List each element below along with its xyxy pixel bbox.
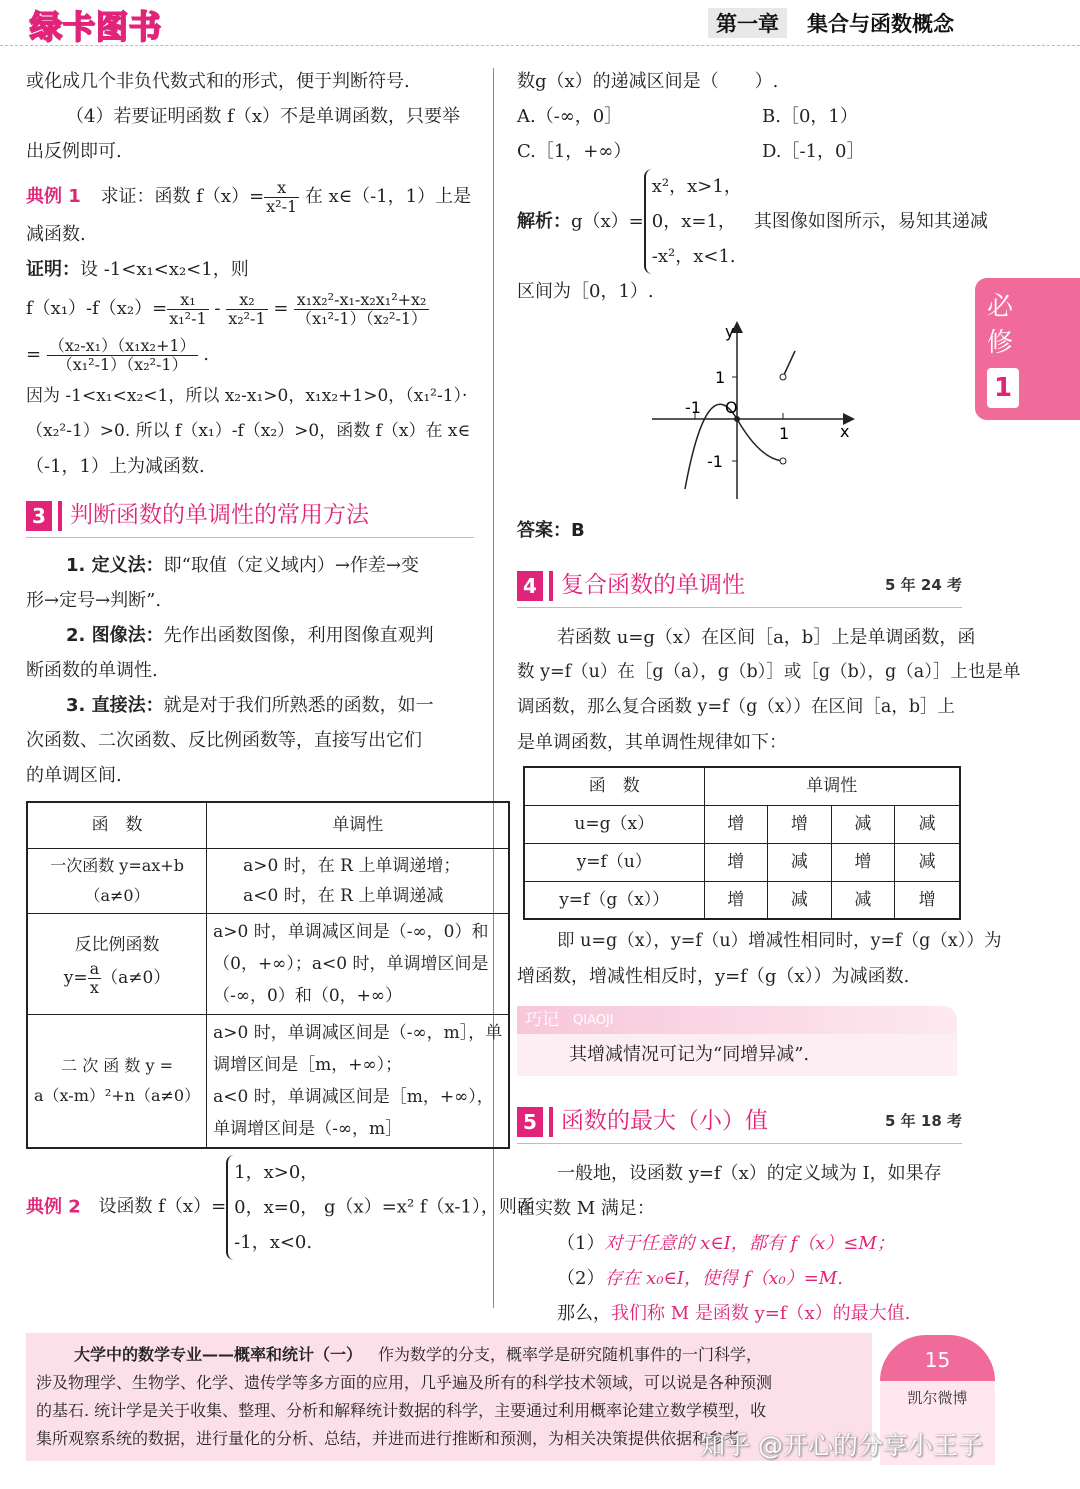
- cell-line: a（x-m）²+n（a≠0）: [34, 1085, 201, 1105]
- condition-2: [517, 1261, 962, 1296]
- cell-line: a>0 时，在 R 上单调递增；: [243, 855, 461, 876]
- footer-text: 作为数学的分支，概率学是研究随机事件的一门科学，: [378, 1345, 763, 1364]
- chapter-heading: [708, 8, 954, 38]
- origin-label: O: [725, 398, 738, 417]
- denominator: x²-1: [266, 196, 298, 216]
- cell-line: 二 次 函 数 y =: [61, 1055, 173, 1075]
- method-text: 的单调区间.: [26, 765, 122, 786]
- open-point: [780, 458, 786, 464]
- section-number: 5: [517, 1107, 543, 1137]
- conclusion-highlight: 我们称 M 是函数 y=f（x）的最大值.: [611, 1303, 911, 1324]
- example-2: [26, 1155, 535, 1260]
- method-text: 即“取值（定义域内）→作差→变: [163, 555, 420, 576]
- solution-label: 解析：: [517, 211, 571, 232]
- method-text: 次函数、二次函数、反比例函数等，直接写出它们: [26, 730, 422, 751]
- cell-line: （0，+∞）；a<0 时，单调增区间是: [213, 953, 489, 974]
- paragraph: 数 y=f（u）在［g（a），g（b）］或［g（b），g（a）］上也是单: [517, 662, 1021, 682]
- cell-line: （-∞，0）和（0，+∞）: [213, 985, 403, 1006]
- open-point: [780, 374, 786, 380]
- example-label: 典例 1: [26, 186, 81, 207]
- table-cell: y=f（u）: [524, 843, 704, 881]
- numerator: x: [264, 179, 299, 198]
- condition-text: 对于任意的 x∈I，都有 f（x）≤M；: [604, 1233, 895, 1254]
- method-label: 2. 图像法：: [66, 625, 164, 646]
- side-tab-number: 1: [987, 368, 1019, 408]
- paragraph: 增函数，增减性相反时，y=f（g（x））为减函数.: [517, 966, 910, 987]
- section-bar: [549, 571, 553, 601]
- table-row: [27, 913, 509, 1014]
- numerator: x₁x₂²-x₁-x₂x₁²+x₂: [294, 291, 429, 310]
- table-row: [524, 881, 960, 919]
- conclusion-text: 那么，: [557, 1303, 611, 1324]
- table-cell: 减: [831, 805, 895, 843]
- curve-x-squared: [783, 351, 795, 377]
- cell-line: a<0 时，单调减区间是［m，+∞），: [213, 1086, 494, 1107]
- table-header: 函 数: [27, 802, 207, 848]
- proof-line: [26, 252, 474, 287]
- piece-case: -x²，x<1.: [651, 246, 736, 267]
- equation-lhs: f（x₁）-f（x₂）=: [26, 298, 168, 319]
- page-number: 15: [880, 1335, 995, 1381]
- table-row: [27, 848, 509, 913]
- method-text: 先作出函数图像，利用图像直观判: [163, 625, 434, 646]
- options-row: [517, 99, 962, 134]
- y-tick-label: -1: [707, 452, 723, 471]
- table-cell: 增: [704, 881, 768, 919]
- footer-line: 涉及物理学、生物学、化学、遗传学等多方面的应用，几乎遍及所有的科学技术领域，可以说是各种预测: [36, 1373, 773, 1392]
- memory-tip-label-en: QIAOJI: [573, 1012, 614, 1028]
- footer-title: 大学中的数学专业——概率和统计（一）: [74, 1345, 363, 1364]
- fraction: [294, 291, 429, 328]
- piecewise-brace: [226, 1155, 318, 1260]
- cell-line: 反比例函数: [74, 935, 160, 955]
- memory-tip-text: 其增减情况可记为“同增异减”.: [517, 1034, 957, 1076]
- piecewise-brace: [644, 169, 742, 274]
- paragraph: 若函数 u=g（x）在区间［a，b］上是单调函数，函: [557, 627, 976, 648]
- paragraph: 在实数 M 满足：: [517, 1198, 655, 1219]
- curve-neg-x-squared: [685, 404, 783, 489]
- table-row: [524, 805, 960, 843]
- table-cell: y=f（g（x））: [524, 881, 704, 919]
- left-column: [26, 64, 535, 1260]
- example-1: [26, 177, 474, 217]
- exam-count: 5 年 24 考: [885, 576, 962, 594]
- table-cell: [207, 913, 510, 1014]
- table-cell: [27, 913, 207, 1014]
- section-bar: [58, 501, 62, 531]
- cell-line: 单调增区间是（-∞，m］: [213, 1118, 403, 1139]
- section-bar: [549, 1107, 553, 1137]
- table-cell: 增: [895, 881, 960, 919]
- chapter-title: 集合与函数概念: [807, 12, 954, 36]
- brand-logo: 绿卡图书: [30, 8, 163, 46]
- proof-text: 因为 -1<x₁<x₂<1，所以 x₂-x₁>0，x₁x₂+1>0，（x₁²-1）·: [26, 386, 468, 406]
- solution-text: 其图像如图所示，易知其递减: [753, 211, 988, 232]
- cell-line: a>0 时，单调减区间是（-∞，m］，单: [213, 1022, 503, 1043]
- question-text: 数g（x）的递减区间是（ ）.: [517, 71, 779, 92]
- denominator: （x₁²-1）（x₂²-1）: [56, 354, 188, 374]
- table-cell: [207, 1014, 510, 1148]
- denominator: x₁²-1: [169, 308, 207, 328]
- volume-side-tab: [975, 278, 1080, 420]
- denominator: （x₁²-1）（x₂²-1）: [296, 308, 428, 328]
- method-text: 形→定号→判断”.: [26, 590, 162, 611]
- memory-tip-header: [517, 1006, 957, 1034]
- solution: [517, 169, 988, 274]
- table-cell: u=g（x）: [524, 805, 704, 843]
- fraction: [88, 960, 102, 997]
- proof-label: 证明：: [26, 259, 80, 280]
- table-cell: 减: [895, 843, 960, 881]
- option-a: A.（-∞，0］: [517, 106, 623, 127]
- footer-line: 的基石. 统计学是关于收集、整理、分析和解释统计数据的科学，主要通过利用概率论建立数学模型，收: [36, 1401, 767, 1420]
- method-text: 就是对于我们所熟悉的函数，如一: [163, 695, 434, 716]
- numerator: a: [89, 959, 100, 978]
- method-3: [26, 688, 474, 723]
- table-header: 单调性: [207, 802, 510, 848]
- cell-text: y=: [63, 968, 88, 988]
- fraction: [47, 337, 198, 374]
- paragraph: 出反例即可.: [26, 141, 122, 162]
- memory-tip-label: 巧记: [525, 1009, 559, 1030]
- paragraph: 调函数，那么复合函数 y=f（g（x））在区间［a，b］上: [517, 697, 956, 717]
- solution-text: 区间为［0，1）.: [517, 281, 654, 302]
- cell-line: a>0 时，单调减区间是（-∞，0）和: [213, 921, 489, 942]
- watermark: 知乎 @开心的分享小王子: [700, 1431, 983, 1460]
- table-row: [524, 843, 960, 881]
- numerator: x₁: [167, 291, 208, 310]
- example-text: 求证：函数 f（x）=: [100, 186, 265, 207]
- footer-line: [36, 1341, 862, 1369]
- example-text: 在 x∈（-1，1）上是: [304, 186, 472, 207]
- right-column: [517, 64, 1021, 1331]
- paragraph: 或化成几个非负代数式和的形式，便于判断符号.: [26, 71, 410, 92]
- cell-text: （a≠0）: [101, 968, 171, 988]
- option-d: D.［-1，0］: [762, 141, 865, 162]
- y-axis-label: y: [725, 322, 735, 341]
- table-cell: [27, 1014, 207, 1148]
- monotonicity-table: [26, 801, 510, 1149]
- section-number: 3: [26, 501, 52, 531]
- section-title: 复合函数的单调性: [561, 572, 745, 598]
- page-brand: 凯尔微博: [907, 1389, 968, 1407]
- cell-line: 一次函数 y=ax+b: [50, 855, 184, 875]
- conclusion: [517, 1296, 962, 1331]
- cell-line: 调增区间是［m，+∞）；: [213, 1054, 403, 1075]
- exam-count: 5 年 18 考: [885, 1112, 962, 1130]
- table-cell: 减: [831, 881, 895, 919]
- side-tab-line1: 必: [987, 292, 1014, 322]
- piece-case: 1，x>0，: [234, 1161, 319, 1183]
- table-cell: 减: [895, 805, 960, 843]
- cell-line: （a≠0）: [84, 885, 150, 905]
- table-cell: [27, 848, 207, 913]
- paragraph: （4）若要证明函数 f（x）不是单调函数，只要举: [66, 106, 460, 127]
- paragraph: 即 u=g（x），y=f（u）增减性相同时，y=f（g（x））为: [557, 931, 1002, 951]
- example-label: 典例 2: [26, 1196, 81, 1217]
- table-cell: [207, 848, 510, 913]
- memory-tip-box: [517, 1006, 957, 1076]
- option-b: B.［0，1）: [762, 106, 858, 127]
- proof-text: （-1，1）上为减函数.: [26, 456, 205, 477]
- numerator: （x₂-x₁）（x₁x₂+1）: [48, 335, 196, 355]
- proof-equation: = $\frac{\text{（x₂-x₁）（x₁x₂+1）}}{\text{（x₁²-1）（x₂²-1）}}$ .: [26, 335, 210, 374]
- table-cell: 增: [831, 843, 895, 881]
- piece-case: -1，x<0.: [234, 1231, 313, 1253]
- page-header: [0, 0, 1080, 46]
- cell-line: a<0 时，在 R 上单调递减: [243, 885, 444, 906]
- table-cell: 增: [704, 843, 768, 881]
- chapter-number: 第一章: [708, 8, 787, 38]
- piece-case: x²，x>1，: [651, 176, 742, 197]
- x-tick-label: 1: [779, 424, 790, 443]
- piecewise-cases: [644, 169, 742, 274]
- proof-equation: f（x₁）-f（x₂）= $\frac{\text{x₁}}{\text{x₁²-1}}$ - $\frac{\text{x₂}}{\text{x₂²-1}}$ = $\frac{\text{x₁x₂²-x₁-x₂x₁²+x₂}}{\text{（x₁²-1）（x₂²-1）}}$: [26, 289, 428, 328]
- x-tick-label: -1: [685, 398, 701, 417]
- condition-number: （2）: [557, 1268, 605, 1289]
- method-1: [26, 548, 474, 583]
- paragraph: 减函数.: [26, 224, 86, 245]
- paragraph: 一般地，设函数 y=f（x）的定义域为 I，如果存: [557, 1163, 942, 1184]
- method-label: 1. 定义法：: [66, 555, 164, 576]
- solution-text: g（x）=: [571, 211, 644, 232]
- paragraph: 是单调函数，其单调性规律如下：: [517, 732, 787, 753]
- cell-line: [34, 960, 200, 997]
- section-title: 函数的最大（小）值: [561, 1108, 768, 1134]
- composite-table: [523, 766, 961, 920]
- example-text: 设函数 f（x）=: [98, 1196, 227, 1217]
- method-text: 断函数的单调性.: [26, 660, 158, 681]
- option-c: C.［1，+∞）: [517, 141, 632, 162]
- example-text: g（x）=x² f（x-1），则函: [324, 1196, 535, 1217]
- section-3-heading: [26, 494, 474, 538]
- piece-case: 0，x=1，: [651, 211, 736, 232]
- fraction: [167, 291, 208, 328]
- condition-1: [517, 1226, 962, 1261]
- table-header: 单调性: [704, 767, 960, 805]
- x-axis-label: x: [840, 422, 850, 441]
- section-5-heading: [517, 1100, 962, 1144]
- fraction: [264, 179, 299, 216]
- piecewise-cases: [226, 1155, 318, 1260]
- denominator: x: [89, 978, 99, 997]
- proof-text: 设 -1<x₁<x₂<1，则: [80, 259, 249, 280]
- options-row: [517, 134, 962, 169]
- function-graph: [517, 309, 962, 509]
- fraction: [226, 291, 267, 328]
- denominator: x₂²-1: [228, 308, 266, 328]
- y-tick-label: 1: [715, 368, 726, 387]
- answer: 答案：B: [517, 520, 585, 541]
- section-number: 4: [517, 571, 543, 601]
- method-label: 3. 直接法：: [66, 695, 164, 716]
- table-cell: 增: [704, 805, 768, 843]
- section-title: 判断函数的单调性的常用方法: [70, 502, 369, 528]
- table-cell: 增: [768, 805, 832, 843]
- piece-case: 0，x=0，: [234, 1196, 319, 1218]
- condition-text: 存在 x₀∈I，使得 f（x₀）=M.: [604, 1268, 843, 1289]
- section-4-heading: [517, 564, 962, 608]
- proof-text: （x₂²-1）>0. 所以 f（x₁）-f（x₂）>0，函数 f（x）在 x∈: [26, 421, 471, 441]
- table-header: 函 数: [524, 767, 704, 805]
- numerator: x₂: [226, 291, 267, 310]
- table-cell: 减: [768, 843, 832, 881]
- footer-line: 集所观察系统的数据，进行量化的分析、总结，并进而进行推断和预测，为相关决策提供依据和参考.: [36, 1429, 746, 1448]
- side-tab-line2: 修: [987, 328, 1014, 358]
- table-row: [27, 1014, 509, 1148]
- method-2: [26, 618, 474, 653]
- table-cell: 减: [768, 881, 832, 919]
- condition-number: （1）: [557, 1233, 605, 1254]
